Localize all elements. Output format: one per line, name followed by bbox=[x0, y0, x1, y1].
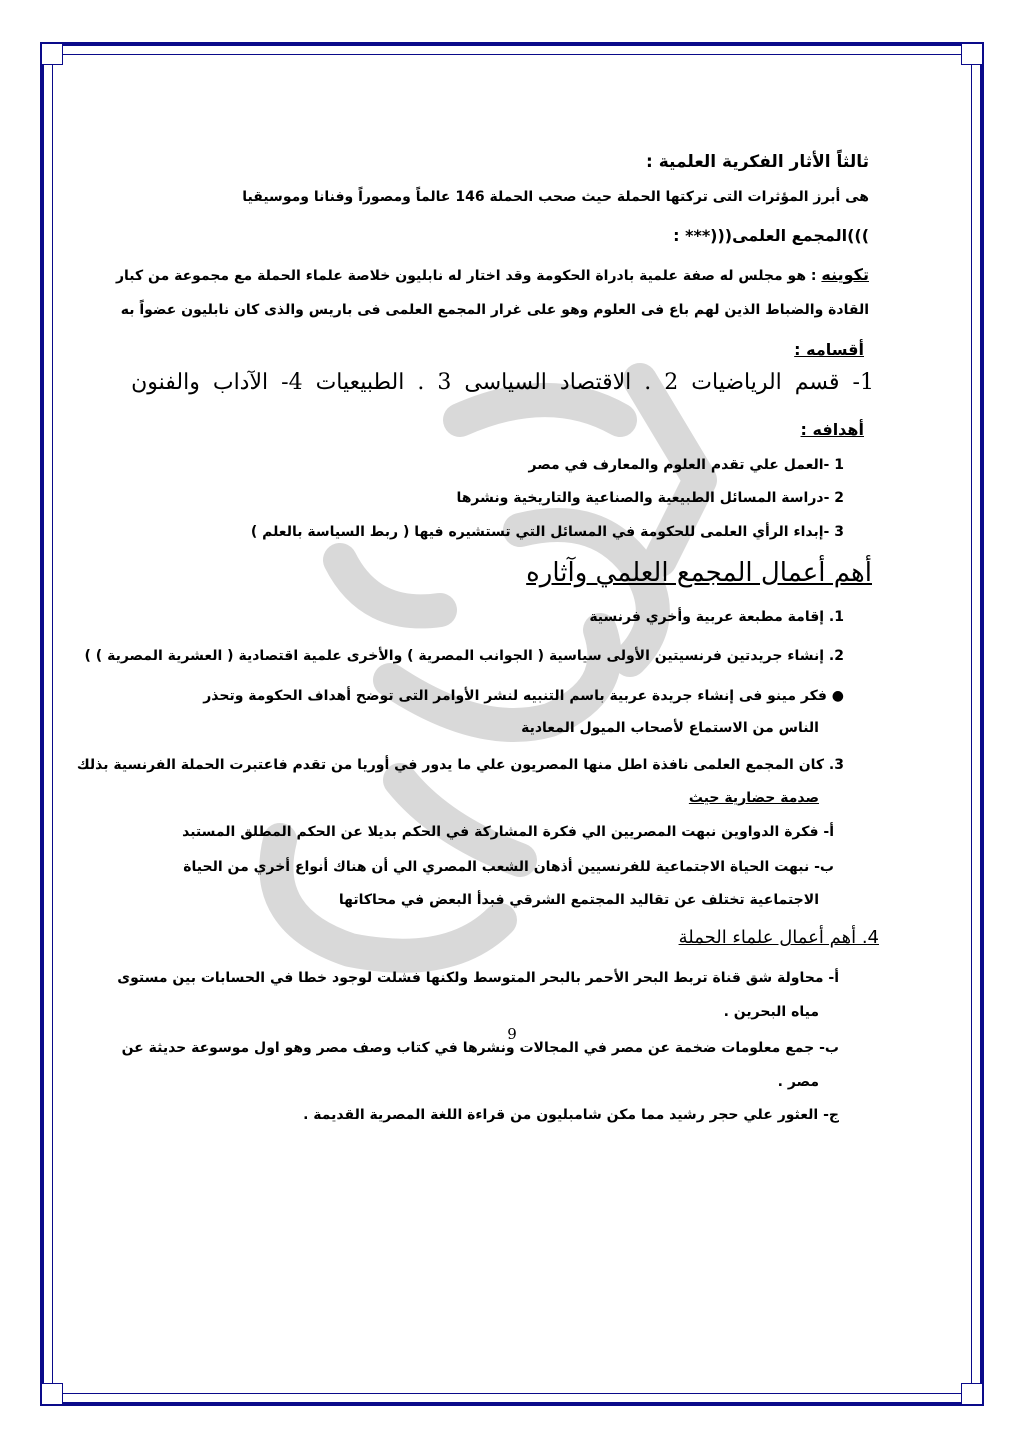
academy-heading: )))المجمع العلمى(((*** : bbox=[673, 226, 869, 245]
goal-item: 3 -إبداء الرأي العلمى للحكومة في المسائل التي تستشيره فيها ( ربط السياسة بالعلم ) bbox=[250, 524, 844, 540]
calligraphy-watermark-icon bbox=[220, 360, 780, 980]
goals-label: أهدافه : bbox=[800, 420, 864, 439]
corner-ornament bbox=[41, 1383, 63, 1405]
intro-text: هى أبرز المؤثرات التى تركتها الحملة حيث صحب الحملة 146 عالماً ومصوراً وفنانا وموسيقيا bbox=[242, 189, 869, 205]
works-item: 1. إقامة مطبعة عربية وأخري فرنسية bbox=[589, 609, 844, 625]
sub-item: ب- جمع معلومات ضخمة عن مصر في المجالات ونشرها في كتاب وصف مصر وهو اول موسوعة حديثة عن bbox=[121, 1040, 839, 1056]
divisions-label: أقسامه : bbox=[794, 340, 864, 359]
goal-item: 1 -العمل علي تقدم العلوم والمعارف في مصر bbox=[528, 457, 844, 473]
formation-paragraph bbox=[116, 265, 869, 286]
bullet-item bbox=[203, 686, 844, 706]
goal-item: 2 -دراسة المسائل الطبيعية والصناعية والتاريخية ونشرها bbox=[456, 490, 844, 506]
formation-label: تكوينه bbox=[821, 265, 869, 284]
sub-item: ب- نبهت الحياة الاجتماعية للفرنسيين أذهان الشعب المصري الي أن هناك أنواع أخري من الحياة bbox=[183, 859, 834, 875]
divisions-line: 1- قسم الرياضيات 2 . الاقتصاد السياسى 3 . الطبيعيات 4- الآداب والفنون bbox=[131, 370, 874, 395]
works-heading: أهم أعمال المجمع العلمي وآثاره bbox=[526, 558, 872, 588]
works-item: 2. إنشاء جريدتين فرنسيتين الأولى سياسية ( الجوانب المصرية ) والأخرى علمية اقتصادية ( العشرية المصرية ) ) bbox=[84, 648, 844, 664]
bullet-text: فكر مينو فى إنشاء جريدة عربية باسم التنبيه لنشر الأوامر التى توضح أهداف الحكومة وتحذر bbox=[203, 688, 827, 704]
formation-text: : هو مجلس له صفة علمية بادراة الحكومة وقد اختار له نابليون خلاصة علماء الحملة مع مجموعة من كبار bbox=[115, 268, 817, 284]
corner-ornament bbox=[961, 1383, 983, 1405]
section-title: ثالثاً الأثار الفكرية العلمية : bbox=[646, 152, 869, 172]
page-number: 9 bbox=[507, 1025, 517, 1043]
works-item-continued: صدمة حضارية حيث bbox=[688, 790, 819, 806]
sub-item-continued: الاجتماعية تختلف عن تقاليد المجتمع الشرقي فبدأ البعض في محاكاتها bbox=[338, 892, 819, 908]
corner-ornament bbox=[41, 43, 63, 65]
formation-text-continued: القادة والضباط الذين لهم باع فى العلوم وهو على غرار المجمع العلمى فى باريس والذى كان نابليون عضواً به bbox=[120, 302, 869, 318]
sub-item: ج- العثور علي حجر رشيد مما مكن شامبليون من قراءة اللغة المصرية القديمة . bbox=[303, 1107, 839, 1123]
sub-item-continued: مصر . bbox=[777, 1074, 819, 1090]
scientists-works-heading: 4. أهم أعمال علماء الحملة bbox=[678, 927, 879, 948]
sub-item: أ- فكرة الدواوين نبهت المصريين الي فكرة المشاركة في الحكم بديلا عن الحكم المطلق المستبد bbox=[182, 824, 834, 840]
sub-item: أ- محاولة شق قناة تربط البحر الأحمر بالبحر المتوسط ولكنها فشلت لوجود خطا في الحسابات بين مستوى bbox=[117, 970, 839, 986]
bullet-text-continued: الناس من الاستماع لأصحاب الميول المعادية bbox=[521, 720, 819, 736]
corner-ornament bbox=[961, 43, 983, 65]
bullet-dot-icon: ● bbox=[831, 688, 844, 704]
sub-item-continued: مياه البحرين . bbox=[723, 1004, 819, 1020]
works-item: 3. كان المجمع العلمى نافذة اطل منها المصريون علي ما يدور في أوريا من تقدم فاعتبرت الحملة الفرنسية بذلك bbox=[76, 757, 844, 773]
